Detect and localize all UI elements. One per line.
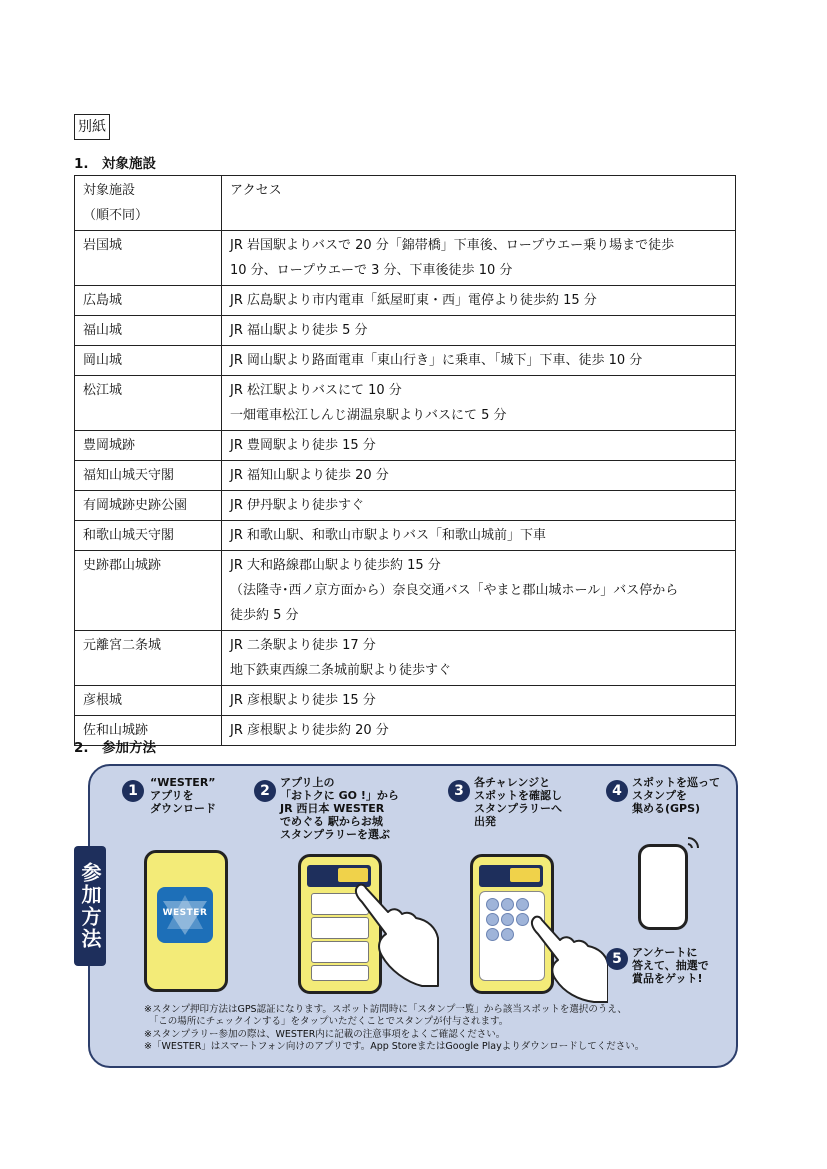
table-row (75, 521, 736, 551)
stamp-slot (516, 898, 529, 911)
facility-table (74, 175, 736, 746)
facility-name: 岡山城 (75, 346, 222, 376)
step-1-line: “WESTER” (150, 776, 216, 789)
step-2-line: でめぐる 駅からお城 (280, 815, 383, 828)
stamp-slot (501, 898, 514, 911)
infographic-notes (144, 1004, 644, 1053)
step-4-line: 集める(GPS) (632, 802, 701, 815)
step-4-line: スタンプを (632, 789, 687, 802)
header-facility-line: （順不同） (83, 208, 149, 223)
step-2-text (280, 776, 399, 841)
step-5-line: 賞品をゲット! (632, 972, 703, 985)
step-2-line: JR 西日本 WESTER (280, 802, 385, 815)
access-line: JR 松江駅よりバスにて 10 分 (230, 383, 402, 398)
facility-access (222, 521, 736, 551)
access-line: JR 広島駅より市内電車「紙屋町東・西」電停より徒歩約 15 分 (230, 293, 597, 308)
table-row (75, 551, 736, 631)
access-line: 一畑電車松江しんじ湖温泉駅よりバスにて 5 分 (230, 408, 507, 423)
step-1-line: アプリを (150, 789, 194, 802)
stamp-slot (501, 928, 514, 941)
facility-name: 佐和山城跡 (75, 716, 222, 746)
facility-name: 史跡郡山城跡 (75, 551, 222, 631)
access-line: 地下鉄東西線二条城前駅より徒歩すぐ (230, 663, 452, 678)
table-row (75, 286, 736, 316)
access-line: JR 彦根駅より徒歩約 20 分 (230, 723, 389, 738)
step-4-number: 4 (606, 780, 628, 802)
access-line: JR 伊丹駅より徒歩すぐ (230, 498, 364, 513)
banner-title-block (510, 868, 540, 882)
step-5-line: アンケートに (632, 946, 698, 959)
header-access (222, 176, 736, 231)
table-row (75, 376, 736, 431)
note-line: 「この場所にチェックインする」をタップいただくことでスタンプが付与されます。 (144, 1016, 509, 1028)
step-5-line: 答えて、抽選で (632, 959, 709, 972)
facility-name: 福山城 (75, 316, 222, 346)
table-row (75, 346, 736, 376)
wester-app-icon (157, 887, 213, 943)
step-3-text (474, 776, 562, 828)
step-5-number: 5 (606, 948, 628, 970)
facility-access (222, 376, 736, 431)
step-3-line: スタンプラリーへ (474, 802, 562, 815)
access-line: JR 福山駅より徒歩 5 分 (230, 323, 368, 338)
step-1-text (150, 776, 216, 815)
access-line: JR 和歌山駅、和歌山市駅よりバス「和歌山城前」下車 (230, 528, 546, 543)
facility-access (222, 631, 736, 686)
stamp-slot (486, 928, 499, 941)
step-3-line: スポットを確認し (474, 789, 562, 802)
stamp-rally-banner (479, 865, 543, 887)
stamp-slot (501, 913, 514, 926)
table-row (75, 461, 736, 491)
step-2-line: 「おトクに GO !」から (280, 789, 399, 802)
step-5-text (632, 946, 709, 985)
table-row (75, 491, 736, 521)
step-4-text (632, 776, 720, 815)
note-line: ※「WESTER」はスマートフォン向けのアプリです。App StoreまたはGoogle Playよりダウンロードしてください。 (144, 1040, 645, 1052)
access-line: 10 分、ロープウエーで 3 分、下車後徒歩 10 分 (230, 263, 513, 278)
access-line: 徒歩約 5 分 (230, 608, 299, 623)
facility-name: 松江城 (75, 376, 222, 431)
access-line: JR 福知山駅より徒歩 20 分 (230, 468, 389, 483)
access-line: JR 岩国駅よりバスで 20 分「錦帯橋」下車後、ロープウエー乗り場まで徒歩 (230, 238, 675, 253)
facility-access (222, 716, 736, 746)
note-line: ※スタンプ押印方法はGPS認証になります。スポット訪問時に「スタンプ一覧」から該当スポットを選択のうえ、 (144, 1004, 627, 1015)
facility-name: 豊岡城跡 (75, 431, 222, 461)
facility-access (222, 551, 736, 631)
facility-name: 福知山城天守閣 (75, 461, 222, 491)
step-2-number: 2 (254, 780, 276, 802)
step-1-number: 1 (122, 780, 144, 802)
facility-access (222, 431, 736, 461)
facility-name: 元離宮二条城 (75, 631, 222, 686)
facility-access (222, 491, 736, 521)
facility-name: 有岡城跡史跡公園 (75, 491, 222, 521)
facility-name: 広島城 (75, 286, 222, 316)
stamp-slot (486, 913, 499, 926)
access-line: （法隆寺･西ノ京方面から）奈良交通バス「やまと郡山城ホール」バス停から (230, 583, 679, 598)
access-line: JR 豊岡駅より徒歩 15 分 (230, 438, 376, 453)
header-facility-line: 対象施設 (83, 183, 136, 198)
gps-signal-icon (684, 834, 704, 854)
step-4-line: スポットを巡って (632, 776, 720, 789)
note-line: ※スタンプラリー参加の際は、WESTER内に記載の注意事項をよくご確認ください。 (144, 1028, 506, 1040)
table-row (75, 686, 736, 716)
attachment-label: 別紙 (74, 114, 110, 140)
step-3-line: 各チャレンジと (474, 776, 551, 789)
access-line: JR 彦根駅より徒歩 15 分 (230, 693, 376, 708)
access-line: JR 大和路線郡山駅より徒歩約 15 分 (230, 558, 441, 573)
step-2-line: スタンプラリーを選ぶ (280, 828, 390, 841)
table-row (75, 231, 736, 286)
table-header-row (75, 176, 736, 231)
step-3-number: 3 (448, 780, 470, 802)
phone-step-1 (144, 850, 228, 992)
table-row (75, 431, 736, 461)
header-facility (75, 176, 222, 231)
step-1-line: ダウンロード (150, 802, 216, 815)
facility-access (222, 686, 736, 716)
table-row (75, 716, 736, 746)
side-tab: 参加方法 (74, 846, 106, 966)
facility-access (222, 346, 736, 376)
step-3-line: 出発 (474, 815, 496, 828)
banner-title-block (338, 868, 368, 882)
access-line: JR 二条駅より徒歩 17 分 (230, 638, 376, 653)
hand-tap-icon (528, 914, 608, 1004)
header-access-line: アクセス (230, 183, 282, 198)
table-row (75, 316, 736, 346)
hand-tap-icon (350, 882, 440, 992)
facility-access (222, 231, 736, 286)
step-2-line: アプリ上の (280, 776, 335, 789)
facility-access (222, 316, 736, 346)
facility-access (222, 286, 736, 316)
participation-infographic (78, 764, 736, 1066)
app-icon-label: WESTER (162, 908, 208, 918)
section1-title: 1. 対象施設 (74, 156, 157, 172)
facility-name: 岩国城 (75, 231, 222, 286)
facility-name: 和歌山城天守閣 (75, 521, 222, 551)
stamp-slot (486, 898, 499, 911)
table-row (75, 631, 736, 686)
facility-access (222, 461, 736, 491)
phone-step-4 (638, 844, 688, 930)
section2-title: 2. 参加方法 (74, 740, 157, 756)
access-line: JR 岡山駅より路面電車「東山行き」に乗車、「城下」下車、徒歩 10 分 (230, 353, 643, 368)
facility-name: 彦根城 (75, 686, 222, 716)
